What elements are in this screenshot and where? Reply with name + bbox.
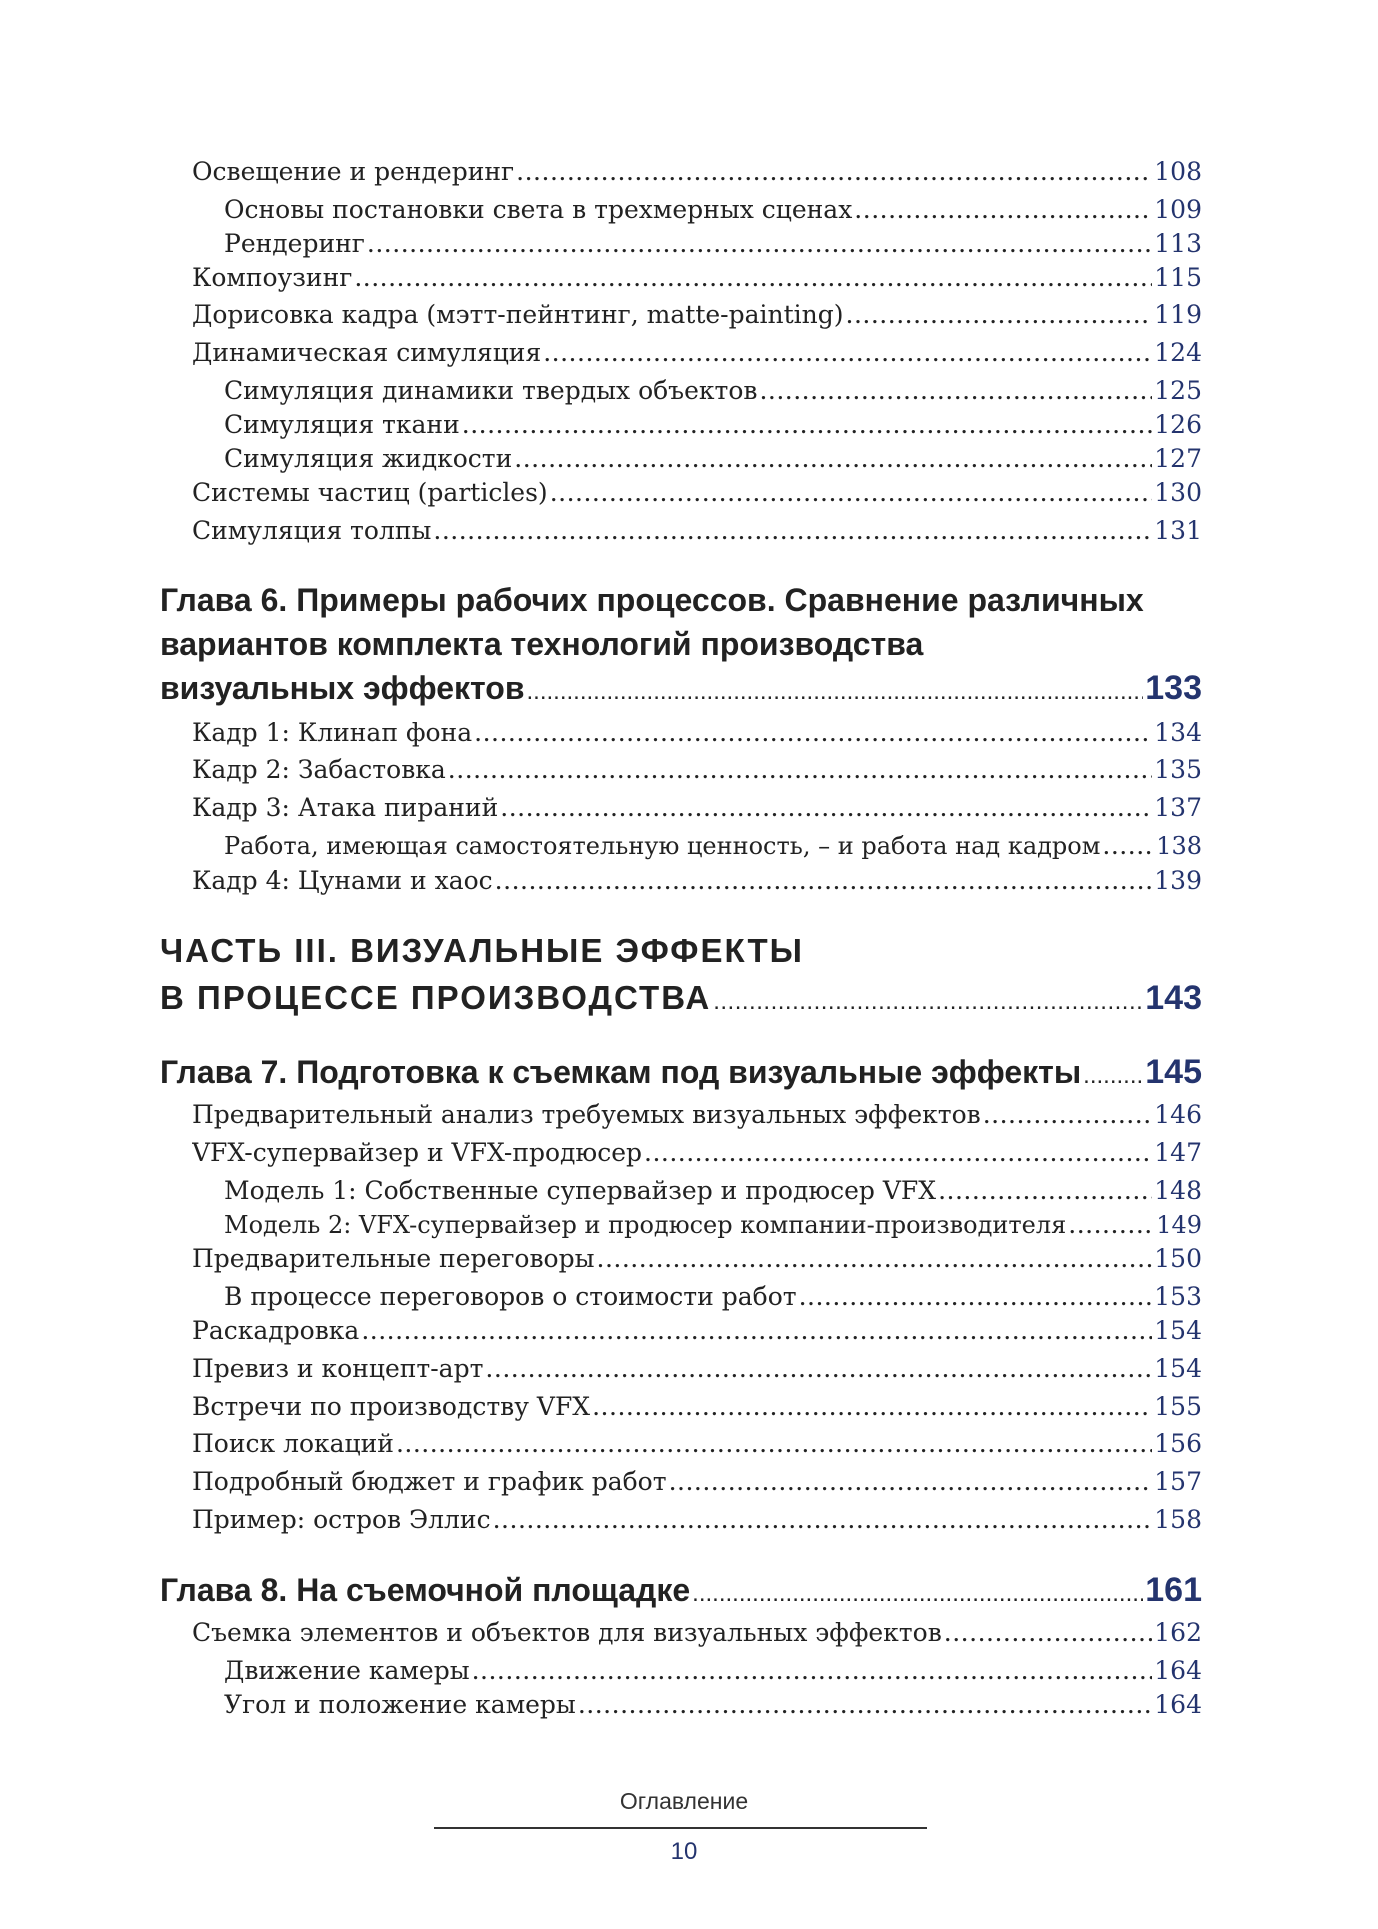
leader-dots: [527, 670, 1144, 710]
toc-entry-page: 134: [1154, 718, 1202, 747]
chapter-6-heading-line2: вариантов комплекта технологий производства: [160, 626, 924, 662]
toc-entry[interactable]: [192, 298, 1202, 332]
toc-entry-page: 126: [1154, 410, 1202, 439]
toc-entry-title: Компоузинг: [192, 263, 353, 292]
toc-entry-page: 158: [1154, 1505, 1202, 1534]
toc-entry-page: 164: [1154, 1690, 1202, 1719]
toc-entry-title: Кадр 3: Атака пираний: [192, 793, 499, 822]
toc-entry-title: Симуляция динамики твердых объектов: [224, 376, 758, 405]
leader-dots: [516, 155, 1152, 189]
toc-entry-title: Предварительные переговоры: [192, 1244, 595, 1273]
toc-entry[interactable]: [192, 476, 1202, 510]
toc-entry[interactable]: [192, 1314, 1202, 1348]
leader-dots: [592, 1390, 1152, 1424]
leader-dots: [433, 514, 1152, 548]
toc-subentry[interactable]: [224, 374, 1202, 408]
toc-entry-title: Системы частиц (particles): [192, 478, 548, 507]
toc-entry-page: 148: [1154, 1176, 1202, 1205]
toc-entry-title: Симуляция ткани: [224, 410, 460, 439]
leader-dots: [474, 716, 1152, 750]
chapter-page: 133: [1145, 669, 1202, 707]
toc-entry-title: Кадр 2: Забастовка: [192, 755, 446, 784]
toc-entry[interactable]: [192, 1390, 1202, 1424]
chapter-6-heading-line1: Глава 6. Примеры рабочих процессов. Сравнение различных: [160, 582, 1144, 618]
toc-entry[interactable]: [192, 1242, 1202, 1276]
toc-entry-page: 147: [1154, 1138, 1202, 1167]
leader-dots: [543, 336, 1152, 370]
toc-entry[interactable]: [192, 791, 1202, 825]
toc-subentry[interactable]: [224, 408, 1202, 442]
footer-running-title: Оглавление: [619, 1788, 749, 1814]
toc-entry-title: Основы постановки света в трехмерных сценах: [224, 195, 853, 224]
leader-dots: [713, 979, 1143, 1021]
toc-entry-page: 125: [1154, 376, 1202, 405]
part-3-heading[interactable]: [160, 975, 1202, 1021]
toc-entry-title: Съемка элементов и объектов для визуальных эффектов: [192, 1618, 942, 1647]
toc-entry[interactable]: [192, 1098, 1202, 1132]
toc-entry-page: 146: [1154, 1100, 1202, 1129]
toc-entry-title: Движение камеры: [224, 1656, 470, 1685]
leader-dots: [578, 1688, 1152, 1722]
toc-entry-title: Динамическая симуляция: [192, 338, 542, 367]
leader-dots: [799, 1280, 1153, 1314]
toc-entry-page: 153: [1154, 1282, 1202, 1311]
toc-entry-title: Раскадровка: [192, 1316, 360, 1345]
leader-dots: [759, 374, 1152, 408]
toc-entry-page: 154: [1154, 1316, 1202, 1345]
toc-entry-title: Кадр 1: Клинап фона: [192, 718, 473, 747]
toc-subentry[interactable]: [224, 1174, 1202, 1208]
toc-entry[interactable]: [192, 753, 1202, 787]
toc-entry-page: 108: [1154, 157, 1202, 186]
toc-entry-page: 124: [1154, 338, 1202, 367]
chapter-title: Глава 7. Подготовка к съемкам под визуальные эффекты: [160, 1054, 1082, 1090]
toc-entry-page: 149: [1156, 1211, 1202, 1239]
leader-dots: [669, 1465, 1153, 1499]
toc-entry-title: Модель 1: Собственные супервайзер и продюсер VFX: [224, 1176, 937, 1205]
toc-entry[interactable]: [192, 1616, 1202, 1650]
leader-dots: [485, 1352, 1152, 1386]
leader-dots: [472, 1654, 1153, 1688]
toc-entry[interactable]: [192, 864, 1202, 898]
toc-entry[interactable]: [192, 1465, 1202, 1499]
toc-entry-title: Модель 2: VFX-супервайзер и продюсер компании-производителя: [224, 1211, 1067, 1239]
toc-entry-title: Симуляция толпы: [192, 516, 432, 545]
toc-entry-page: 127: [1154, 444, 1202, 473]
chapter-8-heading[interactable]: [160, 1568, 1202, 1612]
chapter-page: 161: [1145, 1571, 1202, 1609]
leader-dots: [854, 193, 1152, 227]
leader-dots: [692, 1572, 1143, 1612]
leader-dots: [448, 753, 1152, 787]
leader-dots: [644, 1136, 1152, 1170]
leader-dots: [396, 1427, 1152, 1461]
toc-entry[interactable]: [192, 261, 1202, 295]
toc-entry-title: Освещение и рендеринг: [192, 157, 515, 186]
toc-entry[interactable]: [192, 336, 1202, 370]
toc-entry-title: Дорисовка кадра (мэтт-пейнтинг, matte-painting): [192, 300, 844, 329]
toc-entry-title: В процессе переговоров о стоимости работ: [224, 1282, 797, 1311]
toc-entry-page: 119: [1154, 300, 1202, 329]
leader-dots: [367, 227, 1152, 261]
leader-dots: [846, 298, 1153, 332]
toc-subentry[interactable]: [224, 442, 1202, 476]
toc-subentry[interactable]: [224, 193, 1202, 227]
toc-subentry[interactable]: [224, 1688, 1202, 1722]
toc-entry-title: Поиск локаций: [192, 1429, 394, 1458]
toc-entry-page: 109: [1154, 195, 1202, 224]
toc-entry-page: 131: [1154, 516, 1202, 545]
chapter-page: 145: [1145, 1053, 1202, 1091]
leader-dots: [462, 408, 1153, 442]
toc-entry-page: 130: [1154, 478, 1202, 507]
leader-dots: [1068, 1208, 1154, 1242]
leader-dots: [983, 1098, 1153, 1132]
leader-dots: [493, 1503, 1153, 1537]
toc-entry-page: 137: [1154, 793, 1202, 822]
chapter-6-heading[interactable]: [160, 666, 1202, 710]
toc-entry-title: Симуляция жидкости: [224, 444, 513, 473]
leader-dots: [550, 476, 1153, 510]
toc-entry-title: Предварительный анализ требуемых визуальных эффектов: [192, 1100, 981, 1129]
toc-entry-page: 157: [1154, 1467, 1202, 1496]
leader-dots: [597, 1242, 1153, 1276]
leader-dots: [354, 261, 1152, 295]
toc-subentry[interactable]: [224, 829, 1202, 863]
toc-entry-page: 156: [1154, 1429, 1202, 1458]
toc-entry-page: 135: [1154, 755, 1202, 784]
leader-dots: [1102, 829, 1154, 863]
part-3-heading-line1: ЧАСТЬ III. ВИЗУАЛЬНЫЕ ЭФФЕКТЫ: [160, 932, 804, 969]
toc-entry[interactable]: [192, 1352, 1202, 1386]
toc-entry[interactable]: [192, 1136, 1202, 1170]
toc-entry-page: 115: [1154, 263, 1202, 292]
toc-entry-page: 139: [1154, 866, 1202, 895]
toc-entry[interactable]: [192, 716, 1202, 750]
toc-entry-page: 155: [1154, 1392, 1202, 1421]
toc-entry[interactable]: [192, 1427, 1202, 1461]
toc-entry-title: Рендеринг: [224, 229, 365, 258]
toc-entry-title: Превиз и концепт-арт: [192, 1354, 484, 1383]
leader-dots: [514, 442, 1152, 476]
toc-entry-page: 154: [1154, 1354, 1202, 1383]
part-page: 143: [1145, 979, 1202, 1017]
toc-entry-page: 162: [1154, 1618, 1202, 1647]
toc-entry[interactable]: [192, 514, 1202, 548]
toc-entry-title: Кадр 4: Цунами и хаос: [192, 866, 493, 895]
leader-dots: [938, 1174, 1152, 1208]
toc-entry-page: 150: [1154, 1244, 1202, 1273]
toc-entry-title: Встречи по производству VFX: [192, 1392, 591, 1421]
leader-dots: [1083, 1054, 1143, 1094]
toc-subentry[interactable]: [224, 1208, 1202, 1242]
toc-entry-title: Работа, имеющая самостоятельную ценность, – и работа над кадром: [224, 832, 1101, 860]
part-title: В ПРОЦЕССЕ ПРОИЗВОДСТВА: [160, 979, 712, 1016]
chapter-title: Глава 8. На съемочной площадке: [160, 1572, 691, 1608]
footer-divider: [434, 1827, 927, 1829]
chapter-7-heading[interactable]: [160, 1050, 1202, 1094]
toc-subentry[interactable]: [224, 1280, 1202, 1314]
leader-dots: [500, 791, 1152, 825]
toc-entry[interactable]: [192, 155, 1202, 189]
page-number: 10: [670, 1838, 698, 1865]
toc-entry[interactable]: [192, 1503, 1202, 1537]
toc-entry-title: Угол и положение камеры: [224, 1690, 576, 1719]
toc-entry-page: 164: [1154, 1656, 1202, 1685]
toc-entry-title: Пример: остров Эллис: [192, 1505, 491, 1534]
toc-entry-page: 113: [1154, 229, 1202, 258]
chapter-title: визуальных эффектов: [160, 670, 525, 706]
leader-dots: [944, 1616, 1153, 1650]
leader-dots: [361, 1314, 1152, 1348]
leader-dots: [495, 864, 1153, 898]
toc-subentry[interactable]: [224, 227, 1202, 261]
toc-entry-title: Подробный бюджет и график работ: [192, 1467, 667, 1496]
toc-subentry[interactable]: [224, 1654, 1202, 1688]
toc-entry-title: VFX-супервайзер и VFX-продюсер: [192, 1138, 642, 1167]
toc-entry-page: 138: [1156, 832, 1202, 860]
